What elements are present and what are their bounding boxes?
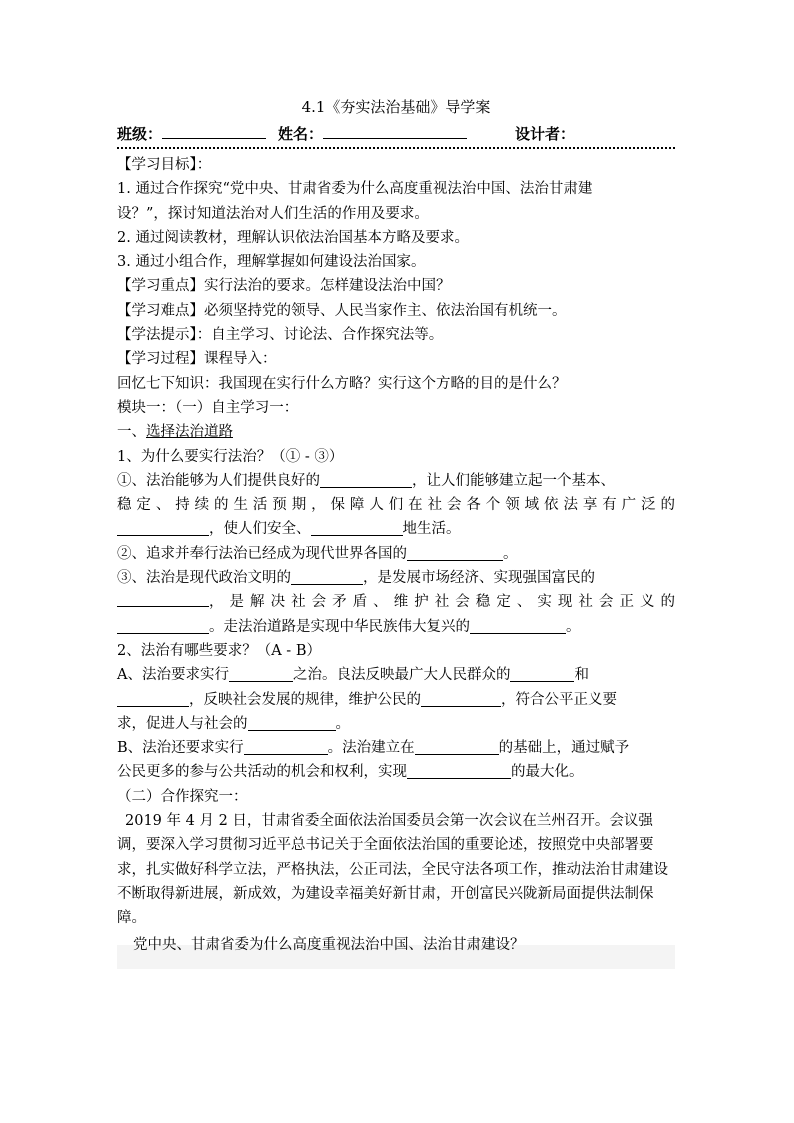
process: 【学习过程】课程导入： bbox=[117, 351, 277, 368]
blank[interactable] bbox=[415, 738, 499, 755]
goal-3: 3. 通过小组合作，理解掌握如何建设法治国家。 bbox=[117, 254, 426, 271]
blank[interactable] bbox=[320, 471, 412, 488]
section-1-title: 一、选择法治道路 bbox=[117, 424, 233, 441]
blank[interactable] bbox=[117, 590, 209, 607]
blank[interactable] bbox=[117, 519, 209, 536]
blank[interactable] bbox=[244, 738, 328, 755]
recall-question: 回忆七下知识：我国现在实行什么方略？实行这个方略的目的是什么？ bbox=[117, 375, 567, 392]
blank[interactable] bbox=[117, 617, 209, 634]
header-row bbox=[117, 123, 675, 145]
dotted-divider bbox=[117, 147, 675, 149]
news-paragraph: 2019 年 4 月 2 日，甘肃省委全面依法治国委员会第一次会议在兰州召开。会议强调，要深入学习贯彻习近平总书记关于全面依法治国的重要论述，按照党中央部署要求，扎实做好科学立法，严格执法，公正司法，全民守法各项工作，推动法治甘肃建设不断取得新进展，新成效，为建设幸福美好新甘肃，开创富民兴陇新局面提供法制保障。 bbox=[117, 813, 668, 927]
question-2: 2、法治有哪些要求？（A - B） bbox=[117, 642, 321, 659]
class-label: 班级： bbox=[117, 125, 163, 143]
item-b-line-1: B、法治还要求实行 。法治建立在 的基础上，通过赋予 bbox=[117, 740, 630, 757]
question-1: 1、为什么要实行法治？（① - ③） bbox=[117, 448, 344, 465]
blank[interactable] bbox=[407, 544, 503, 561]
cooperative-inquiry: （二）合作探究一： bbox=[117, 788, 248, 805]
item-1-line-1: ①、法治能够为人们提供良好的 ，让人们能够建立起一个基本、 bbox=[117, 472, 615, 489]
item-a-line-3: 求，促进人与社会的 。 bbox=[117, 715, 350, 732]
goal-1a: 1. 通过合作探究“党中央、甘肃省委为什么高度重视法治中国、法治甘肃建 bbox=[117, 181, 593, 198]
item-2: ②、追求并奉行法治已经成为现代世界各国的 。 bbox=[117, 545, 518, 562]
blank[interactable] bbox=[229, 665, 293, 682]
name-label: 姓名： bbox=[278, 125, 324, 143]
difficulty: 【学习难点】必须坚持党的领导、人民当家作主、依法治国有机统一。 bbox=[117, 302, 567, 319]
item-1-line-2: 稳定、持续的生活预期，保障人们在社会各个领域依法享有广泛的 bbox=[117, 497, 675, 514]
item-3-line-2: ，是解决社会矛盾、维护社会稳定、实现社会正义的 bbox=[117, 590, 675, 614]
blank[interactable] bbox=[421, 690, 501, 707]
item-b-line-2: 公民更多的参与公共活动的机会和权利，实现 的最大化。 bbox=[117, 764, 584, 781]
goals-heading: 【学习目标】： bbox=[117, 157, 212, 173]
blank[interactable] bbox=[291, 568, 363, 585]
item-a-line-1: A、法治要求实行 之治。良法反映最广大人民群众的 和 bbox=[117, 667, 589, 684]
item-3-line-3: 。走法治道路是实现中华民族伟大复兴的 。 bbox=[117, 615, 675, 639]
class-field[interactable] bbox=[162, 123, 266, 139]
page-title: 4.1《夯实法治基础》导学案 bbox=[301, 98, 491, 116]
module-1: 模块一：（一）自主学习一： bbox=[117, 399, 299, 416]
item-1-line-3: ，使人们安全、 地生活。 bbox=[117, 517, 675, 541]
item-3-line-1: ③、法治是现代政治文明的 ，是发展市场经济、实现强国富民的 bbox=[117, 570, 595, 587]
goal-2: 2. 通过阅读教材，理解认识依法治国基本方略及要求。 bbox=[117, 229, 469, 246]
key-point: 【学习重点】实行法治的要求。怎样建设法治中国？ bbox=[117, 278, 451, 295]
worksheet bbox=[117, 96, 675, 957]
discussion-question: 党中央、甘肃省委为什么高度重视法治中国、法治甘肃建设？ bbox=[133, 936, 525, 953]
item-a-line-2: ，反映社会发展的规律，维护公民的 ，符合公平正义要 bbox=[117, 688, 675, 712]
goal-1b: 设？”，探讨知道法治对人们生活的作用及要求。 bbox=[117, 205, 429, 222]
blank[interactable] bbox=[407, 762, 511, 779]
blank[interactable] bbox=[117, 690, 189, 707]
name-field[interactable] bbox=[323, 123, 467, 139]
blank[interactable] bbox=[470, 617, 566, 634]
blank[interactable] bbox=[510, 665, 574, 682]
blank[interactable] bbox=[248, 714, 336, 731]
blank[interactable] bbox=[311, 519, 403, 536]
designer-label: 设计者： bbox=[515, 125, 576, 143]
method-tip: 【学法提示】：自主学习、讨论法、合作探究法等。 bbox=[117, 327, 444, 344]
